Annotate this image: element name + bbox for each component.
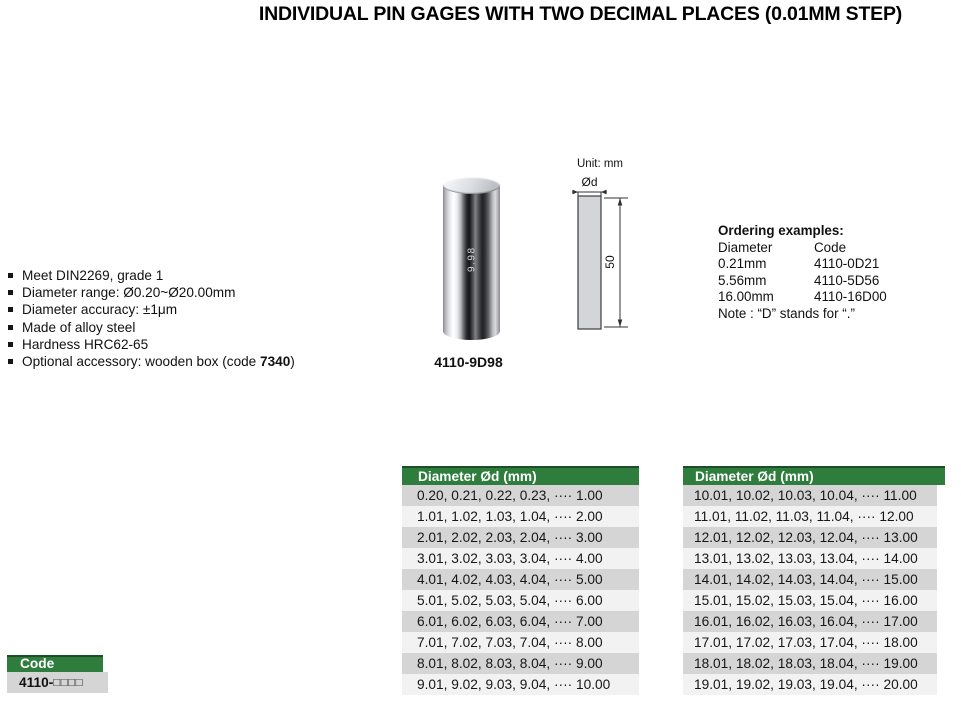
- page-title: INDIVIDUAL PIN GAGES WITH TWO DECIMAL PLACES (0.01MM STEP): [258, 3, 903, 25]
- ordering-heading: Ordering examples:: [718, 223, 844, 238]
- code-placeholder-squares: □□□□: [53, 677, 84, 689]
- feature-item: [8, 353, 295, 370]
- diameter-table-right: [683, 466, 945, 695]
- table-row: 6.01, 6.02, 6.03, 6.04, ···· 7.00: [402, 611, 639, 632]
- ordering-row: 0.21mm 4110-0D21: [718, 256, 880, 272]
- table-row: 9.01, 9.02, 9.03, 9.04, ···· 10.00: [402, 674, 639, 695]
- code-box-header: Code: [7, 655, 103, 672]
- table-row: 10.01, 10.02, 10.03, 10.04, ···· 11.00: [683, 485, 937, 506]
- diameter-dim-label: Ød: [581, 175, 598, 189]
- table-row: 15.01, 15.02, 15.03, 15.04, ···· 16.00: [683, 590, 937, 611]
- feature-item: [8, 301, 295, 318]
- features-list: [8, 267, 295, 370]
- table-header: Diameter Ød (mm): [683, 466, 945, 485]
- bullet-square-icon: [8, 342, 13, 347]
- feature-item: [8, 336, 295, 353]
- ordering-col-diameter: Diameter: [718, 239, 773, 255]
- feature-item: [8, 319, 295, 336]
- length-dim-label: 50: [603, 255, 617, 269]
- table-row: 0.20, 0.21, 0.22, 0.23, ···· 1.00: [402, 485, 639, 506]
- ordering-note: Note : “D” stands for “.”: [718, 305, 855, 321]
- feature-item: [8, 267, 295, 284]
- ordering-column-headers: [718, 240, 887, 257]
- table-row: 7.01, 7.02, 7.03, 7.04, ···· 8.00: [402, 632, 639, 653]
- ordering-examples: [718, 223, 887, 323]
- table-row: 3.01, 3.02, 3.03, 3.04, ···· 4.00: [402, 548, 639, 569]
- table-row: 13.01, 13.02, 13.03, 13.04, ···· 14.00: [683, 548, 937, 569]
- bullet-square-icon: [8, 290, 13, 295]
- code-value: [7, 672, 108, 693]
- diameter-table-left: [402, 466, 639, 695]
- table-row: 8.01, 8.02, 8.03, 8.04, ···· 9.00: [402, 653, 639, 674]
- table-row: 1.01, 1.02, 1.03, 1.04, ···· 2.00: [402, 506, 639, 527]
- bullet-square-icon: [8, 307, 13, 312]
- table-row: 5.01, 5.02, 5.03, 5.04, ···· 6.00: [402, 590, 639, 611]
- bullet-square-icon: [8, 325, 13, 330]
- table-row: 19.01, 19.02, 19.03, 19.04, ···· 20.00: [683, 674, 937, 695]
- table-row: 17.01, 17.02, 17.03, 17.04, ···· 18.00: [683, 632, 937, 653]
- feature-text: Made of alloy steel: [22, 319, 136, 335]
- table-row: 18.01, 18.02, 18.03, 18.04, ···· 19.00: [683, 653, 937, 674]
- ordering-row: 16.00mm 4110-16D00: [718, 289, 887, 305]
- ordering-col-code: Code: [814, 239, 847, 255]
- table-row: 2.01, 2.02, 2.03, 2.04, ···· 3.00: [402, 527, 639, 548]
- bullet-square-icon: [8, 359, 13, 364]
- code-box: [7, 655, 108, 693]
- feature-item: [8, 284, 295, 301]
- feature-text: Hardness HRC62-65: [22, 336, 149, 352]
- feature-text: Optional accessory: wooden box (code 7340): [22, 353, 295, 369]
- pin-top-face: [443, 177, 500, 194]
- table-header: Diameter Ød (mm): [402, 466, 639, 485]
- feature-text: Diameter accuracy: ±1μm: [22, 302, 178, 318]
- pin-engraving-text: 9.98: [466, 245, 477, 272]
- pin-model-label: 4110-9D98: [434, 354, 503, 370]
- table-row: 11.01, 11.02, 11.03, 11.04, ···· 12.00: [683, 506, 937, 527]
- feature-text: Meet DIN2269, grade 1: [22, 268, 164, 283]
- table-row: 12.01, 12.02, 12.03, 12.04, ···· 13.00: [683, 527, 937, 548]
- pin-gage-photo: [443, 177, 500, 340]
- bullet-square-icon: [8, 273, 13, 278]
- ordering-row: 5.56mm 4110-5D56: [718, 272, 880, 288]
- feature-text: Diameter range: Ø0.20~Ø20.00mm: [22, 285, 236, 301]
- table-row: 14.01, 14.02, 14.03, 14.04, ···· 15.00: [683, 569, 937, 590]
- table-row: 4.01, 4.02, 4.03, 4.04, ···· 5.00: [402, 569, 639, 590]
- code-prefix: 4110-: [19, 675, 54, 690]
- table-row: 16.01, 16.02, 16.03, 16.04, ···· 17.00: [683, 611, 937, 632]
- unit-label: Unit: mm: [577, 158, 623, 170]
- accessory-code: 7340: [260, 353, 291, 369]
